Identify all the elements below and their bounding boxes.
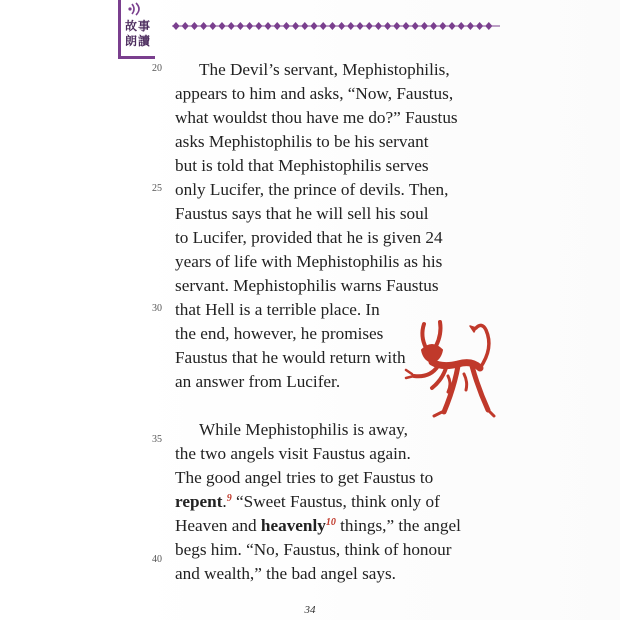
text-line: The Devil’s servant, Mephistophilis, <box>199 60 450 79</box>
text-line: to Lucifer, provided that he is given 24 <box>175 228 443 247</box>
text-span: “Sweet Faustus, think only of <box>231 492 440 511</box>
line-number: 40 <box>152 554 162 565</box>
text-line: repent.$^9$ “Sweet Faustus, think only of <box>175 492 440 511</box>
vocab-word-repent[interactable]: repent <box>175 492 223 511</box>
text-line: asks Mephistophilis to be his servant <box>175 132 429 151</box>
ornament-diamond <box>366 22 373 30</box>
ornament-diamond <box>200 22 207 30</box>
ornament-diamond <box>356 22 363 30</box>
text-line: appears to him and asks, “Now, Faustus, <box>175 84 454 103</box>
text-line: only Lucifer, the prince of devils. Then, <box>175 180 449 199</box>
ornament-diamond <box>246 22 253 30</box>
line-number: 20 <box>152 63 162 74</box>
ornament-diamond <box>228 22 235 30</box>
paragraph <box>175 418 475 586</box>
ornament-diamond <box>182 22 189 30</box>
text-line: years of life with Mephistophilis as his <box>175 252 443 271</box>
ornament-diamond <box>430 22 437 30</box>
ornament-diamond <box>172 22 179 30</box>
ornament-diamond <box>393 22 400 30</box>
text-line: Faustus says that he will sell his soul <box>175 204 429 223</box>
ornament-diamond <box>292 22 299 30</box>
ornament-diamond <box>274 22 281 30</box>
ornament-diamond <box>421 22 428 30</box>
badge-label-line2: 朗讀 <box>124 34 151 48</box>
ornament-diamond <box>384 22 391 30</box>
text-line: The good angel tries to get Faustus to <box>175 468 434 487</box>
audio-badge[interactable] <box>118 0 155 59</box>
ornament-diamond <box>218 22 225 30</box>
decorative-rule <box>170 21 502 31</box>
ornament-diamond <box>439 22 446 30</box>
ornament-diamond <box>448 22 455 30</box>
ornament-diamond <box>264 22 271 30</box>
text-line: the end, however, he promises <box>175 324 384 343</box>
ornament-diamond <box>347 22 354 30</box>
text-line: servant. Mephistophilis warns Faustus <box>175 276 439 295</box>
ornament-diamond <box>485 22 492 30</box>
text-line <box>175 514 475 538</box>
ornament-diamond <box>310 22 317 30</box>
line-number: 35 <box>152 434 162 445</box>
badge-label-line1: 故事 <box>124 19 151 33</box>
devil-illustration <box>402 318 498 422</box>
ornament-diamond <box>209 22 216 30</box>
line-number: 25 <box>152 183 162 194</box>
ornament-diamond <box>458 22 465 30</box>
text-line: the two angels visit Faustus again. <box>175 444 411 463</box>
page-number: 34 <box>304 604 316 616</box>
text-line: an answer from Lucifer. <box>175 372 341 391</box>
text-line: and wealth,” the bad angel says. <box>175 564 396 583</box>
ornament-diamond <box>338 22 345 30</box>
sound-wave-icon <box>126 2 150 16</box>
footnote-marker[interactable]: 10 <box>325 517 336 528</box>
ornament-diamond <box>320 22 327 30</box>
text-line: that Hell is a terrible place. In <box>175 300 380 319</box>
ornament-diamond <box>301 22 308 30</box>
text-span: things,” the angel <box>335 516 461 535</box>
text-line: begs him. “No, Faustus, think of honour <box>175 540 452 559</box>
ornament-diamond <box>283 22 290 30</box>
ornament-diamond <box>402 22 409 30</box>
text-line: Faustus that he would return with <box>175 348 406 367</box>
text-line: but is told that Mephistophilis serves <box>175 156 429 175</box>
ornament-diamond <box>375 22 382 30</box>
text-line: While Mephistophilis is away, <box>199 420 408 439</box>
line-number: 30 <box>152 303 162 314</box>
footnote-marker[interactable]: 9 <box>226 493 232 504</box>
text-span: Heaven and <box>175 516 261 535</box>
ornament-diamond <box>255 22 262 30</box>
ornament-diamond <box>329 22 336 30</box>
ornament-diamond <box>467 22 474 30</box>
ornament-diamond <box>412 22 419 30</box>
ornament-diamond <box>476 22 483 30</box>
ornament-diamond <box>191 22 198 30</box>
ornament-diamond <box>237 22 244 30</box>
vocab-word-heavenly[interactable]: heavenly <box>260 516 326 535</box>
text-line: what wouldst thou have me do?” Faustus <box>175 108 458 127</box>
